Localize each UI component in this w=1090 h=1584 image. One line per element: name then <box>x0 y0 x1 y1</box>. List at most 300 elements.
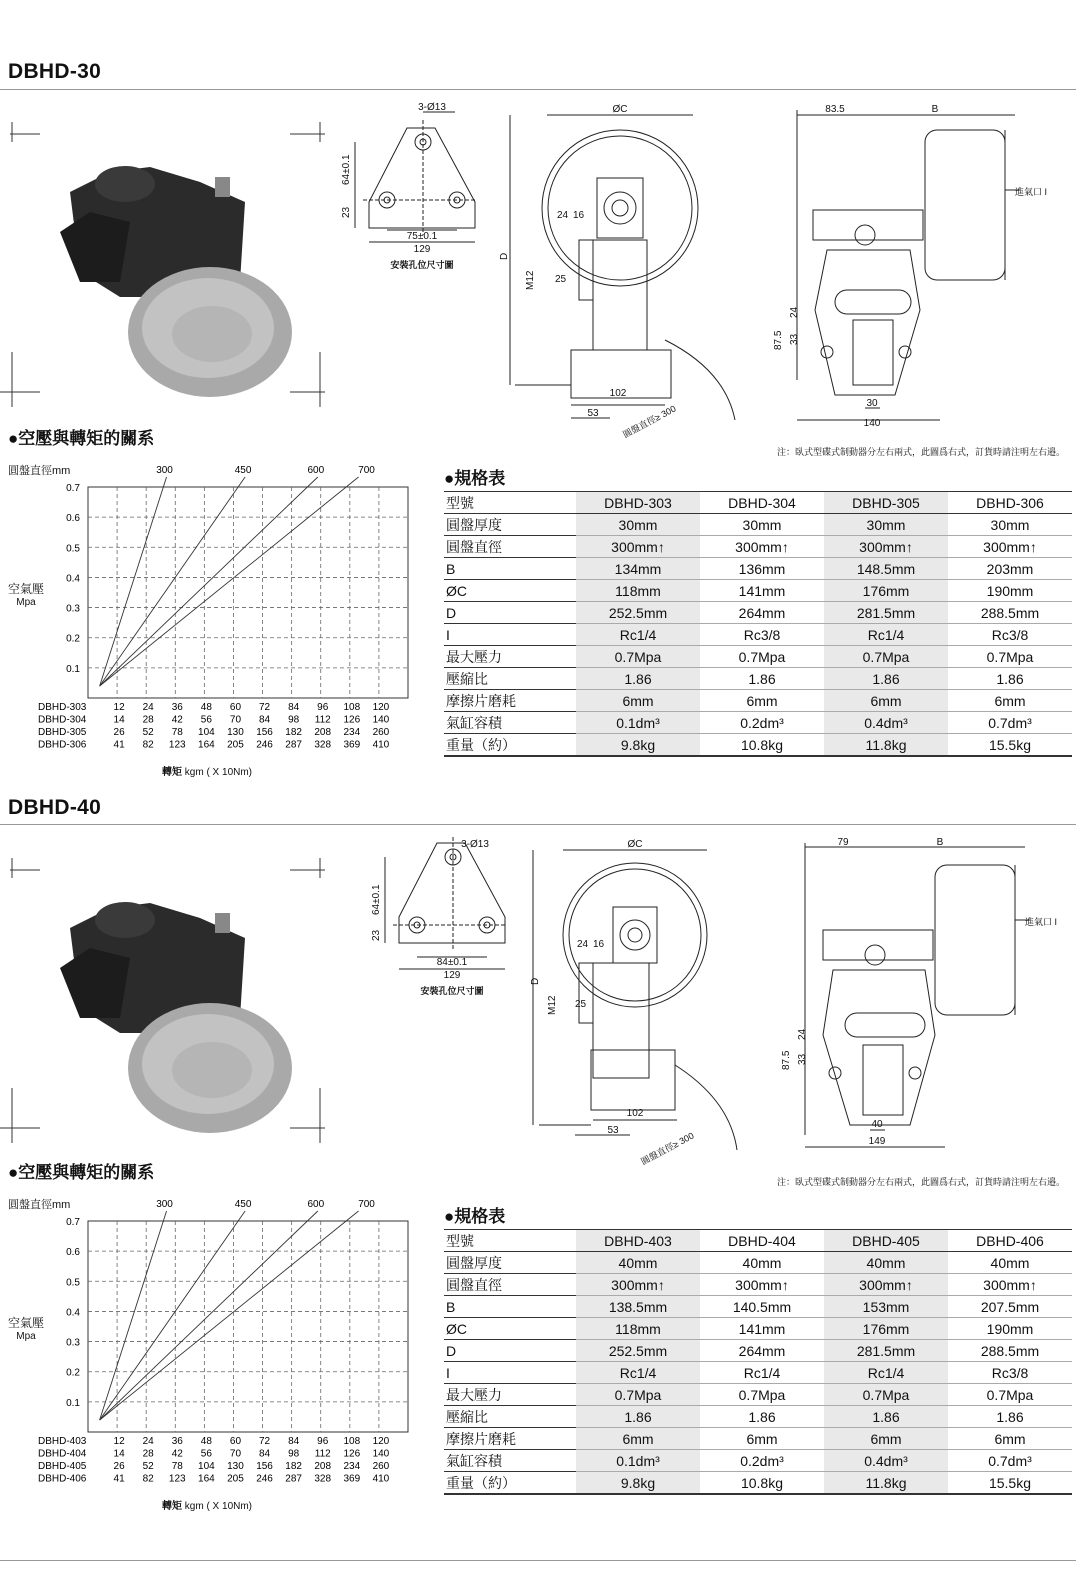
product-photo <box>0 858 330 1143</box>
torque-value: 84 <box>258 1448 271 1460</box>
spec-cell: Rc1/4 <box>700 1362 824 1384</box>
spec-row <box>444 712 1072 734</box>
spec-cell: 11.8kg <box>824 734 948 757</box>
y-tick-label: 0.1 <box>66 663 80 675</box>
chart-svg <box>0 1194 420 1514</box>
spec-cell: 136mm <box>700 558 824 580</box>
torque-value: 24 <box>142 1436 154 1447</box>
y-tick-label: 0.7 <box>66 483 80 494</box>
spec-cell: 6mm <box>948 690 1072 712</box>
spec-label: 圓盤厚度 <box>444 514 576 536</box>
series-line-300 <box>100 477 167 686</box>
chart-xlabel: 轉矩 <box>162 767 182 778</box>
torque-value: 72 <box>258 1436 271 1447</box>
spec-cell: 252.5mm <box>576 1340 700 1362</box>
torque-value: 369 <box>343 1473 361 1485</box>
spec-cell: 0.4dm³ <box>824 712 948 734</box>
spec-cell: 300mm↑ <box>948 1274 1072 1296</box>
torque-chart <box>0 460 420 780</box>
torque-value: 246 <box>256 1473 273 1485</box>
y-tick-label: 0.6 <box>66 1247 80 1259</box>
spec-cell: 176mm <box>824 580 948 602</box>
spec-cell: 300mm↑ <box>576 536 700 558</box>
spec-cell: 176mm <box>824 1318 948 1340</box>
spec-cell: 288.5mm <box>948 602 1072 624</box>
spec-cell: 1.86 <box>576 668 700 690</box>
spec-label: 圓盤直徑 <box>444 536 576 558</box>
torque-value: 12 <box>113 702 125 713</box>
dim-side: 79 <box>837 837 849 848</box>
chart-svg <box>0 460 420 780</box>
torque-model: DBHD-403 <box>38 1436 87 1447</box>
torque-value: 98 <box>288 1448 300 1460</box>
dim-64: 64±0.1 <box>371 884 382 915</box>
spec-cell: DBHD-305 <box>824 492 948 514</box>
dim-87: 87.5 <box>773 330 784 350</box>
inlet-label: 進氣口 I <box>1025 917 1058 927</box>
y-tick-label: 0.3 <box>66 603 80 615</box>
dim-75: 84±0.1 <box>436 957 468 968</box>
spec-label: 型號 <box>444 492 576 514</box>
spec-cell: 0.7Mpa <box>700 1384 824 1406</box>
y-tick-label: 0.5 <box>66 1277 80 1289</box>
torque-value: 84 <box>288 702 300 713</box>
torque-value: 208 <box>314 727 332 738</box>
spec-cell: 1.86 <box>948 1406 1072 1428</box>
torque-model: DBHD-305 <box>38 727 87 738</box>
spec-label: 壓縮比 <box>444 1406 576 1428</box>
spec-cell: 9.8kg <box>576 734 700 757</box>
torque-model: DBHD-405 <box>38 1461 87 1472</box>
page-bottom-rule <box>0 1560 1076 1561</box>
torque-value: 84 <box>258 714 271 726</box>
dim-53: 53 <box>587 408 599 419</box>
dim-87: 87.5 <box>781 1050 792 1070</box>
spec-cell: 300mm↑ <box>700 1274 824 1296</box>
torque-value: 72 <box>258 702 271 713</box>
y-tick-label: 0.2 <box>66 1367 80 1379</box>
spec-label: I <box>444 1362 576 1384</box>
spec-cell: 300mm↑ <box>700 536 824 558</box>
spec-cell: 0.7Mpa <box>948 646 1072 668</box>
torque-value: 60 <box>229 702 242 713</box>
spec-cell: 1.86 <box>576 1406 700 1428</box>
spec-cell: 0.7Mpa <box>700 646 824 668</box>
torque-model: DBHD-404 <box>38 1448 87 1460</box>
spec-cell: 1.86 <box>824 668 948 690</box>
torque-value: 287 <box>285 1473 302 1485</box>
spec-label: 最大壓力 <box>444 1384 576 1406</box>
dim-oc: ØC <box>612 104 628 115</box>
series-label: 300 <box>156 465 173 476</box>
spec-cell: 15.5kg <box>948 1472 1072 1495</box>
torque-value: 56 <box>200 714 212 726</box>
spec-label: 壓縮比 <box>444 668 576 690</box>
dim-102: 102 <box>609 388 627 399</box>
spec-row <box>444 514 1072 536</box>
dim-d: D <box>499 252 510 260</box>
series-label: 600 <box>307 465 325 476</box>
dim-25: 25 <box>575 999 587 1010</box>
torque-chart <box>0 1194 420 1514</box>
torque-value: 24 <box>142 702 154 713</box>
spec-cell: 0.4dm³ <box>824 1450 948 1472</box>
spec-row <box>444 492 1072 514</box>
dimension-drawing <box>335 835 1090 1190</box>
series-label: 600 <box>307 1199 325 1210</box>
mount-caption: 安裝孔位尺寸圖 <box>420 986 484 996</box>
torque-value: 156 <box>256 1461 273 1472</box>
spec-label: B <box>444 558 576 580</box>
torque-value: 164 <box>198 1473 215 1485</box>
spec-cell: 30mm <box>824 514 948 536</box>
spec-cell: 190mm <box>948 1318 1072 1340</box>
spec-cell: 300mm↑ <box>824 1274 948 1296</box>
chart-heading: ●空壓與轉矩的關系 <box>8 1163 155 1182</box>
torque-value: 123 <box>168 739 186 751</box>
torque-value: 164 <box>198 739 215 751</box>
disc-note: 圓盤直徑≥ 300 <box>621 403 678 440</box>
spec-row <box>444 580 1072 602</box>
spec-cell: 30mm <box>576 514 700 536</box>
chart-yunit: Mpa <box>16 597 36 608</box>
dim-mount-hole: 3-Ø13 <box>461 839 489 850</box>
spec-cell: 40mm <box>948 1252 1072 1274</box>
spec-cell: 15.5kg <box>948 734 1072 757</box>
spec-cell: 10.8kg <box>700 734 824 757</box>
spec-row <box>444 1406 1072 1428</box>
spec-row <box>444 690 1072 712</box>
spec-row <box>444 734 1072 757</box>
spec-cell: 0.2dm³ <box>700 1450 824 1472</box>
spec-cell: 11.8kg <box>824 1472 948 1495</box>
spec-label: 圓盤厚度 <box>444 1252 576 1274</box>
spec-label: I <box>444 624 576 646</box>
spec-cell: Rc3/8 <box>700 624 824 646</box>
chart-xlabel: 轉矩 <box>162 1501 182 1512</box>
spec-cell: Rc1/4 <box>576 624 700 646</box>
torque-value: 260 <box>372 1461 390 1472</box>
torque-value: 70 <box>229 714 242 726</box>
torque-value: 78 <box>171 1461 183 1472</box>
torque-value: 28 <box>142 1448 154 1460</box>
torque-value: 328 <box>314 739 332 751</box>
spec-cell: 264mm <box>700 1340 824 1362</box>
spec-cell: Rc1/4 <box>576 1362 700 1384</box>
spec-cell: Rc3/8 <box>948 1362 1072 1384</box>
spec-cell: 0.1dm³ <box>576 712 700 734</box>
torque-value: 70 <box>229 1448 242 1460</box>
spec-cell: DBHD-405 <box>824 1230 948 1252</box>
spec-cell: 0.7Mpa <box>576 646 700 668</box>
torque-value: 56 <box>200 1448 212 1460</box>
torque-value: 12 <box>113 1436 125 1447</box>
dim-24: 24 <box>557 210 569 221</box>
spec-cell: 10.8kg <box>700 1472 824 1495</box>
spec-cell: 118mm <box>576 580 700 602</box>
spec-cell: 0.7Mpa <box>948 1384 1072 1406</box>
torque-value: 98 <box>288 714 300 726</box>
spec-cell: 203mm <box>948 558 1072 580</box>
torque-value: 156 <box>256 727 273 738</box>
spec-label: 型號 <box>444 1230 576 1252</box>
spec-cell: 300mm↑ <box>948 536 1072 558</box>
spec-row <box>444 624 1072 646</box>
spec-cell: 0.2dm³ <box>700 712 824 734</box>
torque-value: 104 <box>198 727 215 738</box>
spec-row <box>444 1450 1072 1472</box>
torque-value: 48 <box>200 702 212 713</box>
section-divider <box>0 824 1076 825</box>
dim-b: B <box>931 104 939 115</box>
torque-value: 234 <box>343 1461 361 1472</box>
disc-note: 圓盤直徑≥ 300 <box>639 1130 696 1167</box>
spec-row <box>444 1362 1072 1384</box>
y-tick-label: 0.3 <box>66 1337 80 1349</box>
spec-cell: 40mm <box>700 1252 824 1274</box>
torque-value: 140 <box>372 714 390 726</box>
torque-value: 52 <box>142 1461 154 1472</box>
torque-value: 182 <box>285 1461 302 1472</box>
chart-yunit: Mpa <box>16 1331 36 1342</box>
torque-value: 42 <box>171 1448 183 1460</box>
torque-value: 112 <box>314 714 331 726</box>
torque-value: 140 <box>372 1448 390 1460</box>
product-photo <box>0 122 330 407</box>
spec-label: 圓盤直徑 <box>444 1274 576 1296</box>
y-tick-label: 0.1 <box>66 1397 80 1409</box>
spec-row <box>444 1428 1072 1450</box>
dim-129: 129 <box>413 244 431 255</box>
torque-value: 120 <box>372 702 390 713</box>
series-label: 450 <box>234 465 252 476</box>
dim-30: 40 <box>871 1119 883 1130</box>
dim-24b: 24 <box>789 306 800 318</box>
dim-25: 25 <box>555 274 567 285</box>
mount-caption: 安裝孔位尺寸圖 <box>390 260 454 270</box>
torque-value: 36 <box>171 1436 183 1447</box>
series-label: 700 <box>358 465 375 476</box>
y-tick-label: 0.6 <box>66 513 80 525</box>
torque-value: 108 <box>343 1436 361 1447</box>
spec-row <box>444 646 1072 668</box>
spec-cell: 1.86 <box>700 1406 824 1428</box>
torque-value: 14 <box>113 1448 125 1460</box>
torque-value: 48 <box>200 1436 212 1447</box>
dim-75: 75±0.1 <box>406 231 438 242</box>
dim-16: 16 <box>593 939 605 950</box>
spec-cell: 9.8kg <box>576 1472 700 1495</box>
spec-cell: Rc1/4 <box>824 1362 948 1384</box>
spec-label: 氣缸容積 <box>444 1450 576 1472</box>
spec-row <box>444 668 1072 690</box>
torque-value: 328 <box>314 1473 332 1485</box>
torque-value: 130 <box>227 727 244 738</box>
torque-value: 82 <box>142 739 154 751</box>
dimension-drawing <box>335 100 1090 465</box>
spec-cell: DBHD-406 <box>948 1230 1072 1252</box>
spec-cell: 264mm <box>700 602 824 624</box>
spec-cell: DBHD-306 <box>948 492 1072 514</box>
spec-cell: 6mm <box>576 1428 700 1450</box>
spec-heading: ●規格表 <box>444 1207 506 1226</box>
section-title: DBHD-30 <box>8 60 102 83</box>
dim-24b: 24 <box>797 1028 808 1040</box>
footnote: 注：臥式型碟式制動器分左右兩式，此圖爲右式，訂貨時請注明左右邉。 <box>776 447 1065 457</box>
spec-cell: 0.1dm³ <box>576 1450 700 1472</box>
spec-table <box>444 491 1072 757</box>
dim-23: 23 <box>341 206 352 218</box>
torque-value: 120 <box>372 1436 390 1447</box>
spec-cell: 6mm <box>700 690 824 712</box>
torque-value: 126 <box>343 1448 361 1460</box>
spec-cell: 6mm <box>948 1428 1072 1450</box>
spec-label: 摩擦片磨耗 <box>444 690 576 712</box>
spec-row <box>444 1296 1072 1318</box>
spec-cell: DBHD-304 <box>700 492 824 514</box>
chart-heading: ●空壓與轉矩的關系 <box>8 429 155 448</box>
spec-label: D <box>444 1340 576 1362</box>
dim-d: D <box>530 977 541 985</box>
series-line-700 <box>100 477 359 686</box>
dim-33: 33 <box>789 333 800 345</box>
spec-label: 氣缸容積 <box>444 712 576 734</box>
torque-value: 126 <box>343 714 361 726</box>
section-title: DBHD-40 <box>8 796 102 819</box>
spec-row <box>444 1472 1072 1495</box>
spec-cell: 0.7dm³ <box>948 1450 1072 1472</box>
series-line-700 <box>100 1211 359 1420</box>
spec-row <box>444 1230 1072 1252</box>
series-line-600 <box>100 1211 318 1420</box>
torque-value: 112 <box>314 1448 331 1460</box>
spec-cell: 30mm <box>948 514 1072 536</box>
chart-grid <box>88 1221 408 1432</box>
y-tick-label: 0.4 <box>66 573 80 585</box>
series-label: 450 <box>234 1199 252 1210</box>
series-label: 700 <box>358 1199 375 1210</box>
spec-cell: 288.5mm <box>948 1340 1072 1362</box>
spec-cell: 153mm <box>824 1296 948 1318</box>
spec-cell: DBHD-303 <box>576 492 700 514</box>
torque-value: 41 <box>113 1473 125 1485</box>
dim-oc: ØC <box>627 839 643 850</box>
spec-cell: 1.86 <box>824 1406 948 1428</box>
dim-129: 129 <box>443 970 461 981</box>
inlet-label: 進氣口 I <box>1015 187 1048 197</box>
dim-30: 30 <box>866 398 878 409</box>
torque-value: 369 <box>343 739 361 751</box>
spec-cell: 118mm <box>576 1318 700 1340</box>
torque-value: 36 <box>171 702 183 713</box>
spec-cell: 138.5mm <box>576 1296 700 1318</box>
spec-cell: 0.7Mpa <box>576 1384 700 1406</box>
spec-cell: Rc1/4 <box>824 624 948 646</box>
torque-value: 234 <box>343 727 361 738</box>
dim-mount-hole: 3-Ø13 <box>418 102 446 113</box>
torque-value: 208 <box>314 1461 332 1472</box>
spec-row <box>444 1384 1072 1406</box>
spec-label: D <box>444 602 576 624</box>
dim-102: 102 <box>626 1108 644 1119</box>
spec-cell: DBHD-403 <box>576 1230 700 1252</box>
dim-m12: M12 <box>547 995 558 1015</box>
torque-value: 205 <box>227 1473 244 1485</box>
spec-cell: 252.5mm <box>576 602 700 624</box>
torque-value: 26 <box>113 1461 125 1472</box>
torque-value: 123 <box>168 1473 186 1485</box>
spec-label: B <box>444 1296 576 1318</box>
spec-cell: 0.7Mpa <box>824 646 948 668</box>
spec-cell: 140.5mm <box>700 1296 824 1318</box>
spec-cell: 6mm <box>576 690 700 712</box>
spec-label: 重量（約） <box>444 1472 576 1495</box>
spec-cell: 300mm↑ <box>824 536 948 558</box>
spec-label: 摩擦片磨耗 <box>444 1428 576 1450</box>
spec-cell: 0.7Mpa <box>824 1384 948 1406</box>
chart-grid <box>88 487 408 698</box>
dim-24: 24 <box>577 939 589 950</box>
spec-table <box>444 1229 1072 1495</box>
spec-cell: 1.86 <box>700 668 824 690</box>
torque-value: 287 <box>285 739 302 751</box>
series-line-450 <box>100 477 245 686</box>
torque-value: 82 <box>142 1473 154 1485</box>
spec-row <box>444 1252 1072 1274</box>
series-label: 300 <box>156 1199 173 1210</box>
dim-23: 23 <box>371 929 382 941</box>
spec-row <box>444 1340 1072 1362</box>
torque-value: 96 <box>317 702 329 713</box>
spec-cell: 141mm <box>700 1318 824 1340</box>
spec-cell: 190mm <box>948 580 1072 602</box>
spec-cell: 6mm <box>700 1428 824 1450</box>
spec-cell: 40mm <box>576 1252 700 1274</box>
chart-xunit: kgm ( X 10Nm) <box>184 1501 253 1512</box>
torque-value: 104 <box>198 1461 215 1472</box>
spec-cell: 281.5mm <box>824 1340 948 1362</box>
series-line-600 <box>100 477 318 686</box>
torque-value: 410 <box>372 1473 390 1485</box>
spec-cell: 6mm <box>824 690 948 712</box>
dim-b: B <box>936 837 944 848</box>
torque-value: 205 <box>227 739 244 751</box>
spec-label: ØC <box>444 1318 576 1340</box>
torque-value: 108 <box>343 702 361 713</box>
y-tick-label: 0.7 <box>66 1217 80 1228</box>
chart-top-label: 圓盤直徑mm <box>8 465 71 477</box>
spec-row <box>444 602 1072 624</box>
spec-cell: 40mm <box>824 1252 948 1274</box>
dim-53: 53 <box>607 1125 619 1136</box>
torque-value: 26 <box>113 727 125 738</box>
torque-value: 96 <box>317 1436 329 1447</box>
torque-value: 28 <box>142 714 154 726</box>
dim-140: 140 <box>863 418 881 429</box>
torque-model: DBHD-306 <box>38 739 87 751</box>
spec-cell: 141mm <box>700 580 824 602</box>
spec-cell: 300mm↑ <box>576 1274 700 1296</box>
series-line-450 <box>100 1211 245 1420</box>
torque-value: 41 <box>113 739 125 751</box>
torque-value: 260 <box>372 727 390 738</box>
chart-top-label: 圓盤直徑mm <box>8 1199 71 1211</box>
torque-value: 410 <box>372 739 390 751</box>
spec-cell: 148.5mm <box>824 558 948 580</box>
chart-ylabel: 空氣壓 <box>7 582 44 596</box>
spec-row <box>444 558 1072 580</box>
spec-cell: 0.7dm³ <box>948 712 1072 734</box>
